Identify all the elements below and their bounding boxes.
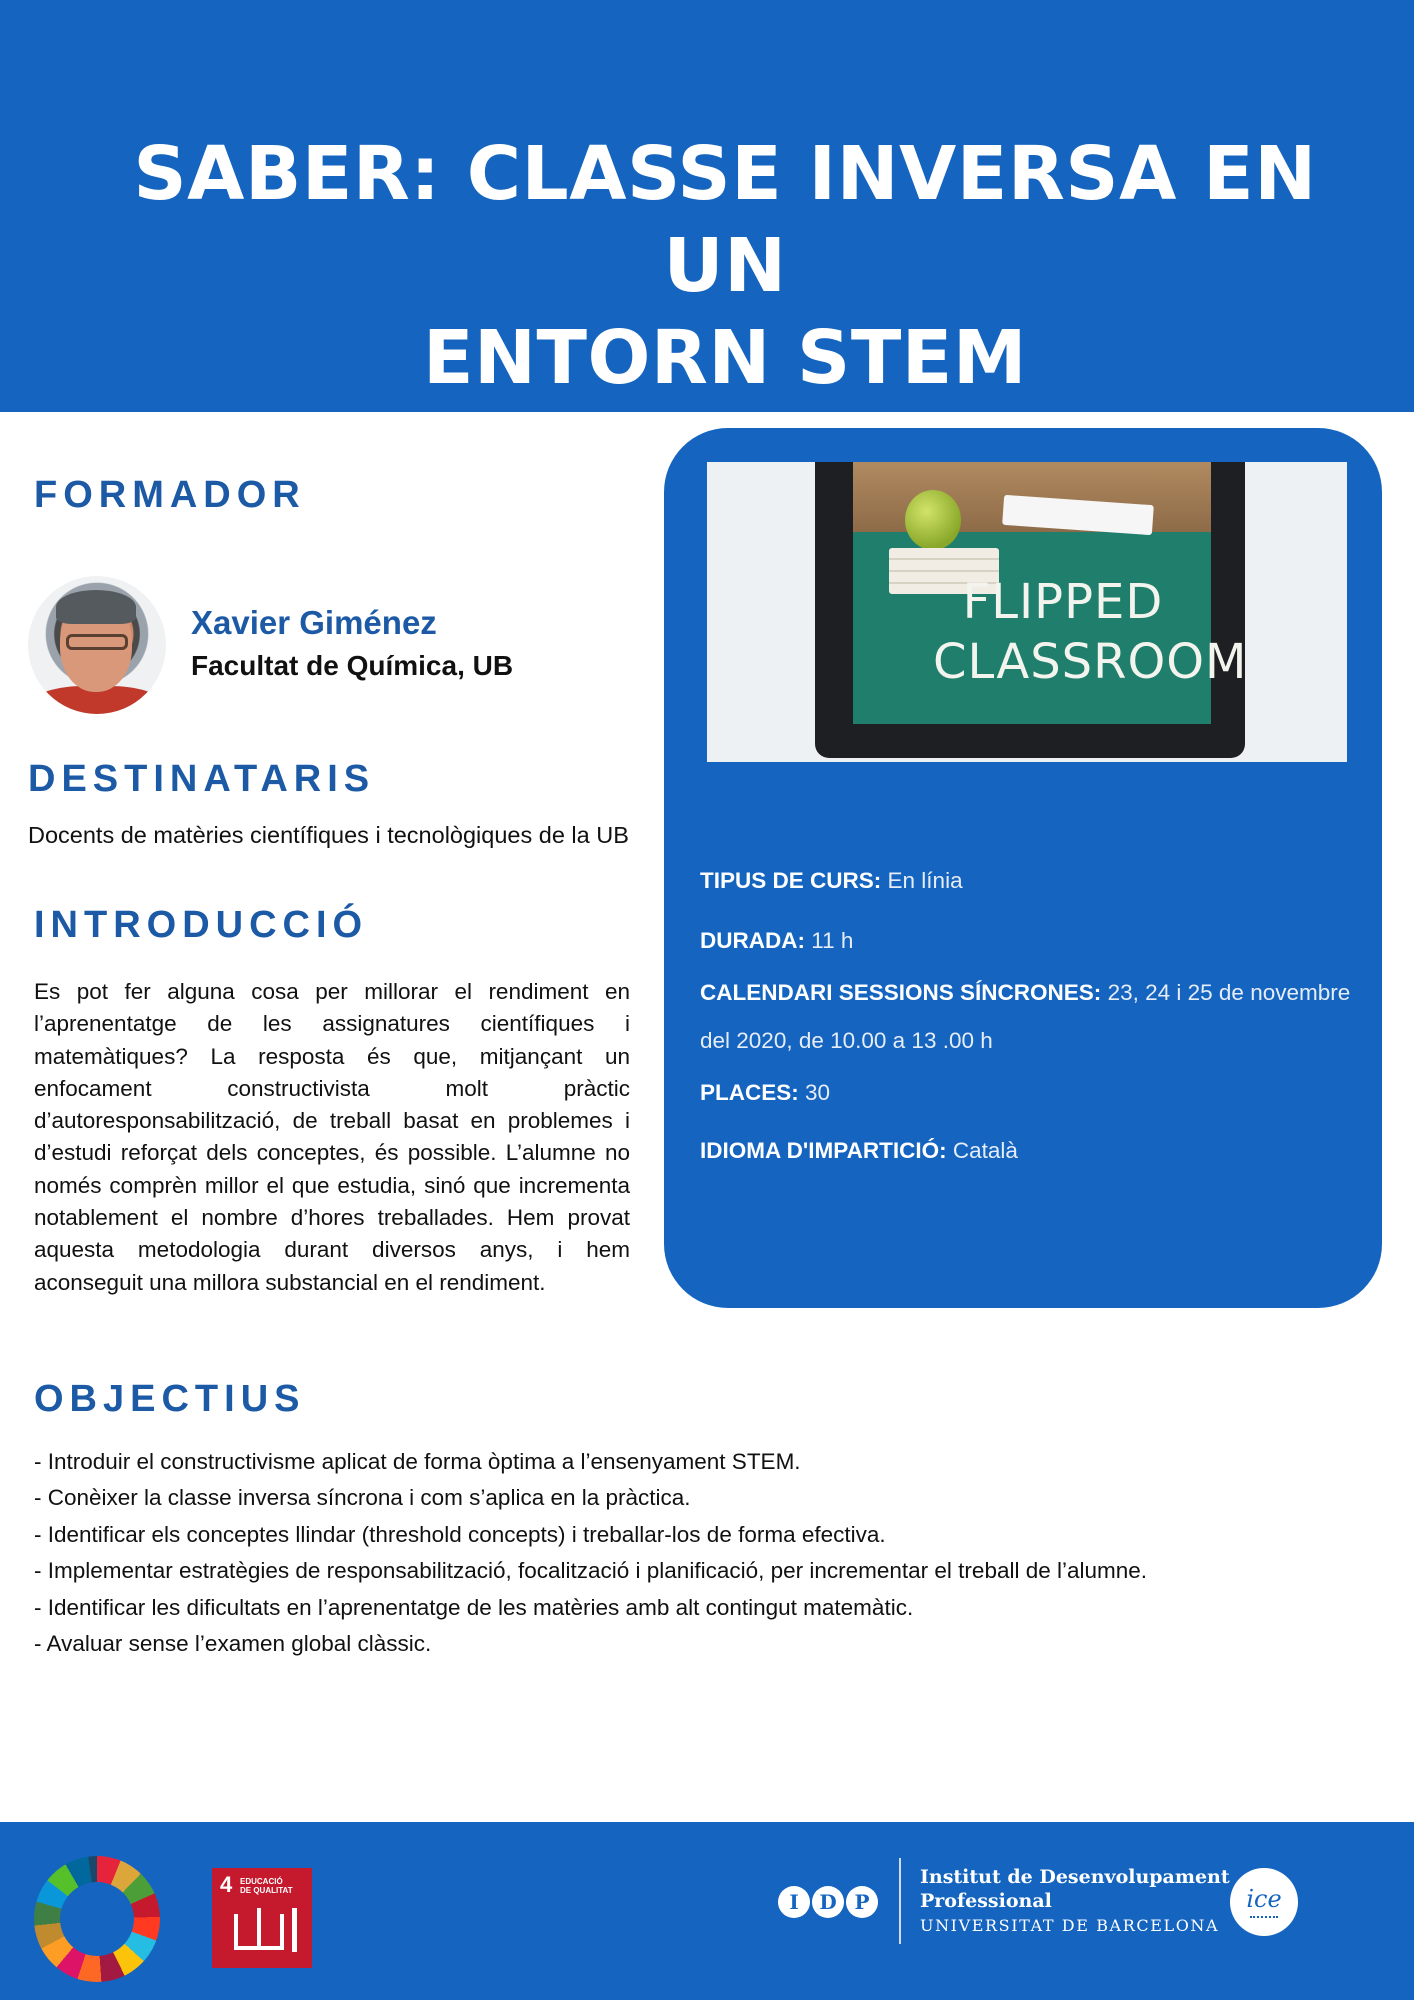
- title-line-2: ENTORN STEM: [422, 315, 1027, 401]
- sdg4-number: 4: [220, 1872, 233, 1897]
- trainer-name: Xavier Giménez: [191, 604, 437, 641]
- destinataris-text: Docents de matèries científiques i tecnològiques de la UB: [28, 822, 629, 848]
- university-name: UNIVERSITAT DE BARCELONA: [920, 1916, 1220, 1935]
- info-idioma-label: IDIOMA D'IMPARTICIÓ:: [700, 1138, 947, 1163]
- info-tipus: [700, 868, 963, 894]
- idp-logo-d: D: [812, 1886, 844, 1918]
- list-item: - Avaluar sense l’examen global clàssic.: [34, 1631, 432, 1657]
- image-caption-line-1: FLIPPED: [962, 574, 1164, 630]
- page-title: [60, 128, 1390, 404]
- destinataris-heading: DESTINATARIS: [28, 758, 376, 800]
- list-item: - Implementar estratègies de responsabilització, focalització i planificació, per incrementar el treball de l’alumne.: [34, 1558, 1148, 1584]
- info-tipus-value: En línia: [887, 868, 963, 893]
- sdg-wheel-icon: [34, 1856, 160, 1982]
- info-calendari-value-1: 23, 24 i 25 de novembre: [1107, 980, 1351, 1005]
- introduccio-heading: INTRODUCCIÓ: [34, 904, 369, 946]
- info-places: [700, 1080, 830, 1106]
- list-item: - Identificar els conceptes llindar (threshold concepts) i treballar-los de forma efectiva.: [34, 1521, 886, 1547]
- image-caption-line-2: CLASSROOM: [933, 634, 1248, 690]
- objectius-heading: OBJECTIUS: [34, 1378, 306, 1420]
- idp-logo-p: P: [846, 1886, 878, 1918]
- institute-name-line-1: Institut de Desenvolupament: [920, 1866, 1230, 1888]
- introduccio-text: Es pot fer alguna cosa per millorar el rendiment en l’aprenentatge de les assignatures científiques i matemàtiques? La resposta és que, mitjançant un enfocament constructivista molt pràctic d’autoresponsabilització, de treball basat en problemes i d’estudi reforçat dels conceptes, és possible. L’alumne no només comprèn millor el que estudia, sinó que incrementa notablement el nombre d’hores treballades. Hem provat aquesta metodologia durant diversos anys, i hem aconseguit una millora substancial en el rendiment.: [34, 979, 630, 1295]
- sdg4-label: [240, 1877, 306, 1895]
- header-banner: [0, 0, 1414, 412]
- ice-logo: ice: [1230, 1868, 1298, 1936]
- pencil-icon: [292, 1908, 297, 1952]
- sdg4-education-logo: [212, 1868, 312, 1968]
- formador-heading: FORMADOR: [34, 474, 306, 516]
- tablet-illustration: [815, 462, 1248, 758]
- footer-divider: [899, 1858, 901, 1944]
- info-places-label: PLACES:: [700, 1080, 799, 1105]
- sdg4-label-line-1: EDUCACIÓ: [240, 1877, 283, 1886]
- trainer-affiliation: Facultat de Química, UB: [191, 650, 514, 681]
- info-idioma: [700, 1138, 1018, 1164]
- info-calendari-label: CALENDARI SESSIONS SÍNCRONES:: [700, 980, 1102, 1005]
- info-places-value: 30: [805, 1080, 831, 1105]
- apple-icon: [905, 490, 961, 550]
- flipped-classroom-image: [707, 462, 1347, 762]
- info-calendari: [700, 980, 1350, 1006]
- info-durada-label: DURADA:: [700, 928, 805, 953]
- image-caption: [933, 572, 1248, 692]
- info-calendari-cont: [700, 1028, 993, 1054]
- list-item: - Introduir el constructivisme aplicat de forma òptima a l’ensenyament STEM.: [34, 1449, 801, 1474]
- list-item: - Conèixer la classe inversa síncrona i com s’aplica en la pràctica.: [34, 1485, 691, 1511]
- info-calendari-value-2: del 2020, de 10.00 a 13 .00 h: [700, 1028, 993, 1053]
- institute-name-line-2: Professional: [920, 1890, 1052, 1912]
- sdg4-label-line-2: DE QUALITAT: [240, 1886, 293, 1895]
- book-icon: [234, 1914, 284, 1950]
- info-durada-value: 11 h: [811, 928, 854, 953]
- info-idioma-value: Català: [952, 1138, 1018, 1163]
- trainer-photo: [28, 576, 166, 714]
- info-tipus-label: TIPUS DE CURS:: [700, 868, 882, 893]
- title-line-1: SABER: CLASSE INVERSA EN UN: [133, 131, 1317, 309]
- info-durada: [700, 928, 853, 954]
- objectius-list: [34, 1444, 1147, 1662]
- list-item: - Identificar les dificultats en l’aprenentatge de les matèries amb alt contingut matemàtic.: [34, 1594, 914, 1620]
- idp-logo-i: I: [778, 1886, 810, 1918]
